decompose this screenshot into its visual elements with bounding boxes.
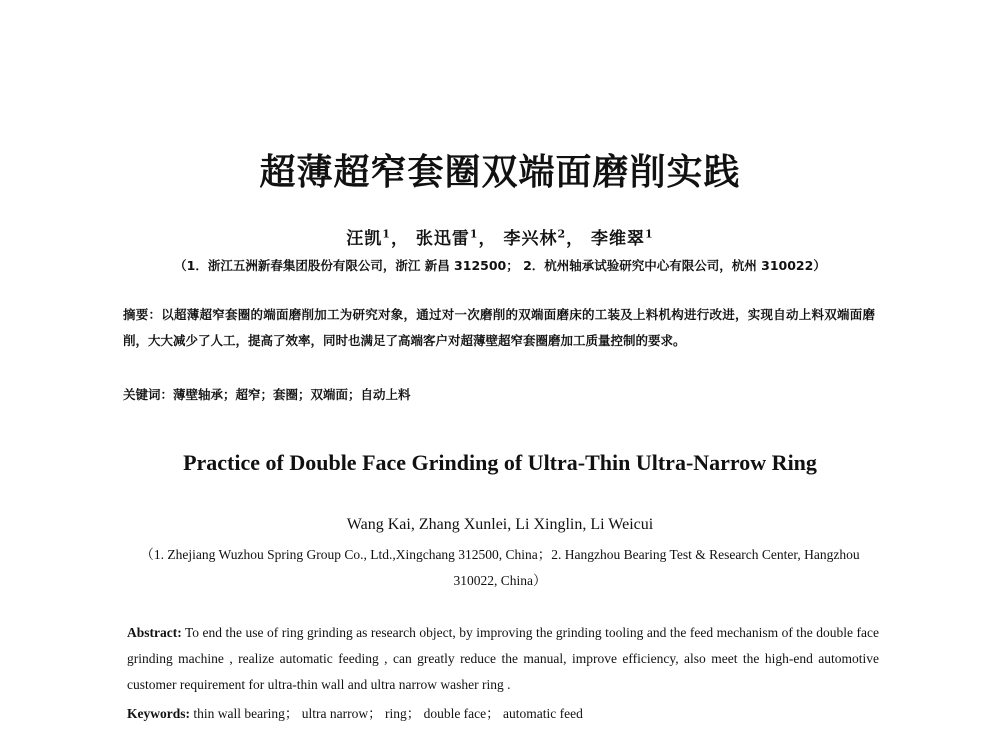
author-name: 张迅雷 bbox=[415, 229, 470, 249]
english-title: Practice of Double Face Grinding of Ultra-Thin Ultra-Narrow Ring bbox=[183, 450, 817, 475]
english-keywords-text: thin wall bearing； ultra narrow； ring； double face； automatic feed bbox=[190, 706, 583, 721]
english-abstract-label: Abstract: bbox=[127, 625, 182, 640]
chinese-keywords-text: 薄壁轴承；超窄；套圈；双端面；自动上料 bbox=[173, 387, 411, 402]
chinese-keywords-label: 关键词： bbox=[123, 387, 174, 402]
english-affiliation: （1. Zhejiang Wuzhou Spring Group Co., Ltd.,Xingchang 312500, China；2. Hangzhou Bearing Test & Research Center, Hangzhou 310022, China） bbox=[140, 547, 860, 588]
author-name: 李兴林 bbox=[503, 229, 558, 249]
author-separator: ， bbox=[478, 229, 497, 249]
english-abstract bbox=[127, 620, 879, 698]
english-keywords-label: Keywords: bbox=[127, 706, 190, 721]
chinese-keywords bbox=[123, 385, 875, 403]
chinese-abstract-text: 以超薄超窄套圈的端面磨削加工为研究对象，通过对一次磨削的双端面磨床的工装及上料机构进行改进，实现自动上料双端面磨削，大大减少了人工，提高了效率，同时也满足了高端客户对超薄壁超窄套圈磨加工质量控制的要求。 bbox=[123, 307, 875, 348]
author-affiliation-mark: 1 bbox=[645, 227, 654, 241]
author-name: 李维翠 bbox=[591, 229, 646, 249]
author-separator: ， bbox=[390, 229, 409, 249]
chinese-authors bbox=[0, 224, 1000, 249]
chinese-title: 超薄超窄套圈双端面磨削实践 bbox=[259, 152, 741, 193]
english-keywords bbox=[127, 702, 879, 722]
author-separator: ， bbox=[566, 229, 585, 249]
chinese-abstract bbox=[123, 302, 875, 354]
english-abstract-text: To end the use of ring grinding as research object, by improving the grinding tooling and the feed mechanism of the double face grinding machine , realize automatic feeding , can greatly reduce the manual, improve efficiency, also meet the high-end automotive customer requirement for ultra-thin wall and ultra narrow washer ring . bbox=[127, 625, 879, 692]
author-affiliation-mark: 1 bbox=[382, 227, 391, 241]
author-affiliation-mark: 2 bbox=[557, 227, 567, 241]
chinese-abstract-label: 摘要： bbox=[123, 307, 162, 322]
author-affiliation-mark: 1 bbox=[469, 227, 479, 241]
author-name: 汪凯 bbox=[346, 229, 383, 249]
chinese-affiliation: （1．浙江五洲新春集团股份有限公司，浙江 新昌 312500； 2．杭州轴承试验研究中心有限公司，杭州 310022） bbox=[174, 258, 826, 273]
english-authors: Wang Kai, Zhang Xunlei, Li Xinglin, Li Weicui bbox=[346, 516, 654, 533]
